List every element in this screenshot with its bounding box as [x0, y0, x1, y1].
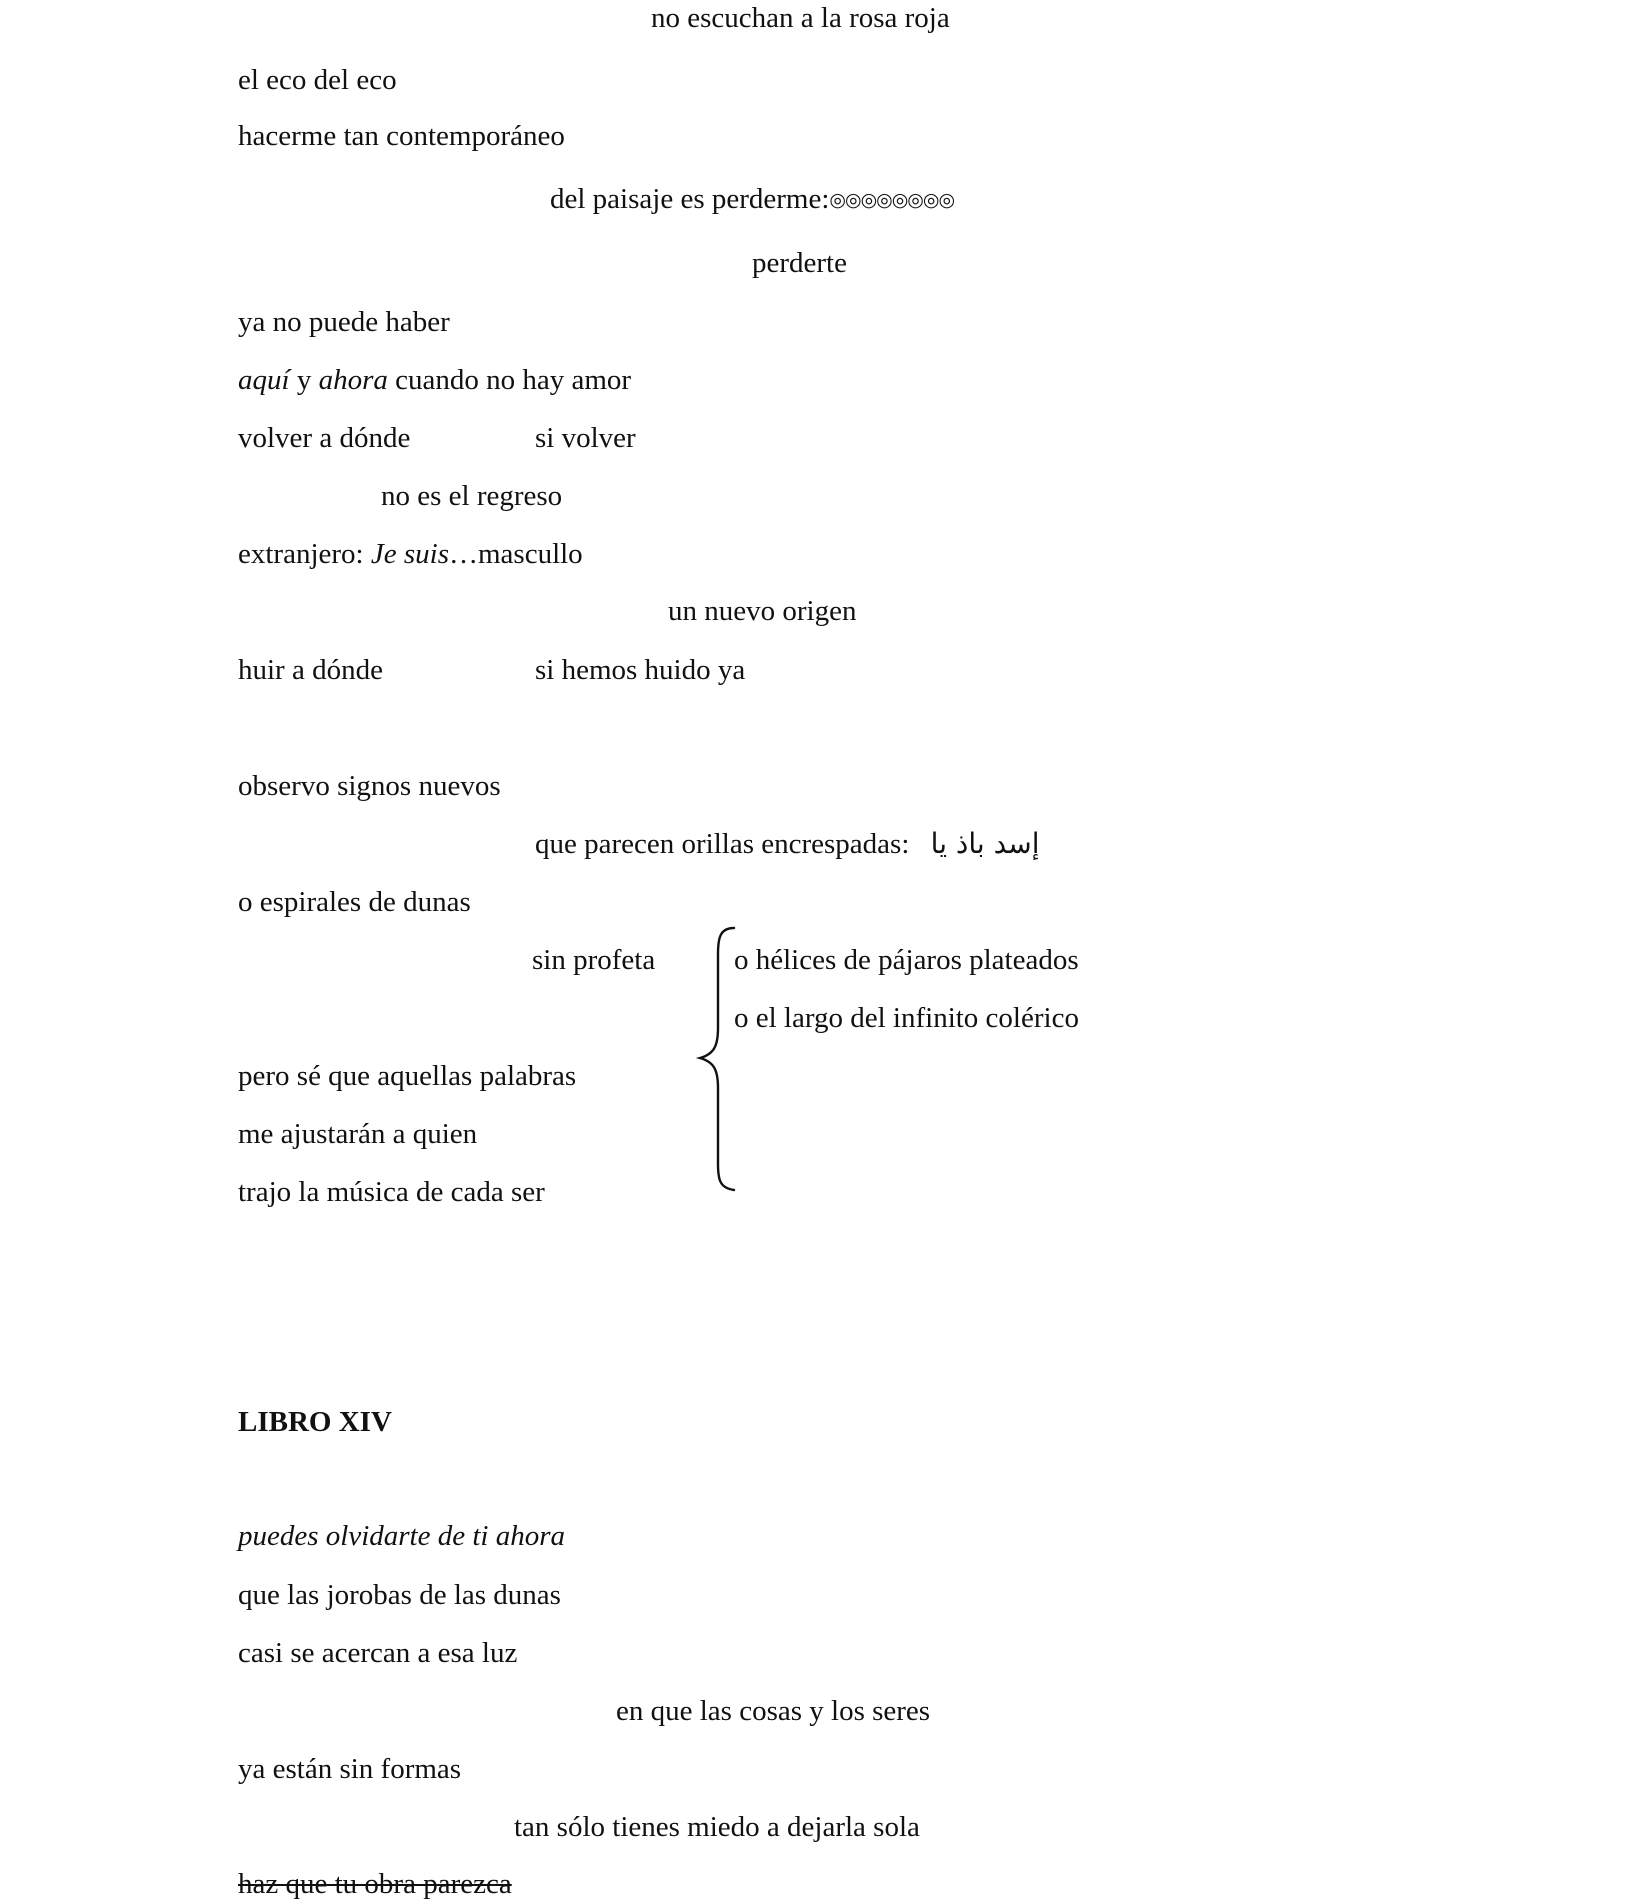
curly-brace-icon — [690, 924, 740, 1194]
poem-line: hacerme tan contemporáneo — [238, 120, 565, 152]
struck-through-line: haz que tu obra parezca — [238, 1868, 512, 1900]
poem-line: pero sé que aquellas palabras — [238, 1060, 577, 1092]
arabic-signs: إسد باذ يا — [930, 827, 1040, 860]
poem-line — [535, 826, 1040, 862]
poem-line — [238, 536, 583, 572]
poem-line: trajo la música de cada ser — [238, 1176, 545, 1208]
poem-line: o el largo del infinito colérico — [734, 1002, 1079, 1034]
poem-line: no es el regreso — [381, 480, 563, 512]
poem-line: si volver — [535, 422, 636, 454]
poem-line: ya no puede haber — [238, 306, 450, 338]
poem-line: volver a dónde — [238, 422, 411, 454]
poem-line-text: cuando no hay amor — [387, 364, 632, 396]
poem-line — [238, 362, 631, 398]
poem-line: un nuevo origen — [668, 595, 857, 627]
italic-word: aquí — [238, 364, 290, 396]
poem-line: o hélices de pájaros plateados — [734, 944, 1079, 976]
poem-line: sin profeta — [532, 944, 656, 976]
poem-line-text: …mascullo — [448, 538, 583, 570]
section-heading: LIBRO XIV — [238, 1406, 392, 1438]
poem-line-text: del paisaje es perderme: — [550, 183, 830, 215]
poem-line: si hemos huido ya — [535, 654, 746, 686]
italic-phrase: Je suis — [370, 538, 449, 570]
poem-line — [550, 181, 954, 218]
poem-line: que las jorobas de las dunas — [238, 1579, 561, 1611]
poem-line: en que las cosas y los seres — [616, 1695, 931, 1727]
poem-line: el eco del eco — [238, 64, 397, 96]
spiral-symbols: ◎◎◎◎◎◎◎◎ — [829, 189, 955, 211]
poem-line: tan sólo tienes miedo a dejarla sola — [514, 1811, 920, 1843]
poem-line-text: extranjero: — [238, 538, 371, 570]
poem-line-text: y — [289, 364, 319, 396]
poem-line: perderte — [752, 247, 847, 279]
poem-line: observo signos nuevos — [238, 770, 501, 802]
poem-line: puedes olvidarte de ti ahora — [238, 1520, 566, 1552]
poem-line: me ajustarán a quien — [238, 1118, 478, 1150]
poem-line: ya están sin formas — [238, 1753, 462, 1785]
italic-word: ahora — [318, 364, 388, 396]
poem-line: casi se acercan a esa luz — [238, 1637, 518, 1669]
poem-line: huir a dónde — [238, 654, 383, 686]
poem-line: o espirales de dunas — [238, 886, 471, 918]
poem-line: no escuchan a la rosa roja — [651, 2, 950, 34]
poem-line-text: que parecen orillas encrespadas: — [535, 828, 910, 860]
